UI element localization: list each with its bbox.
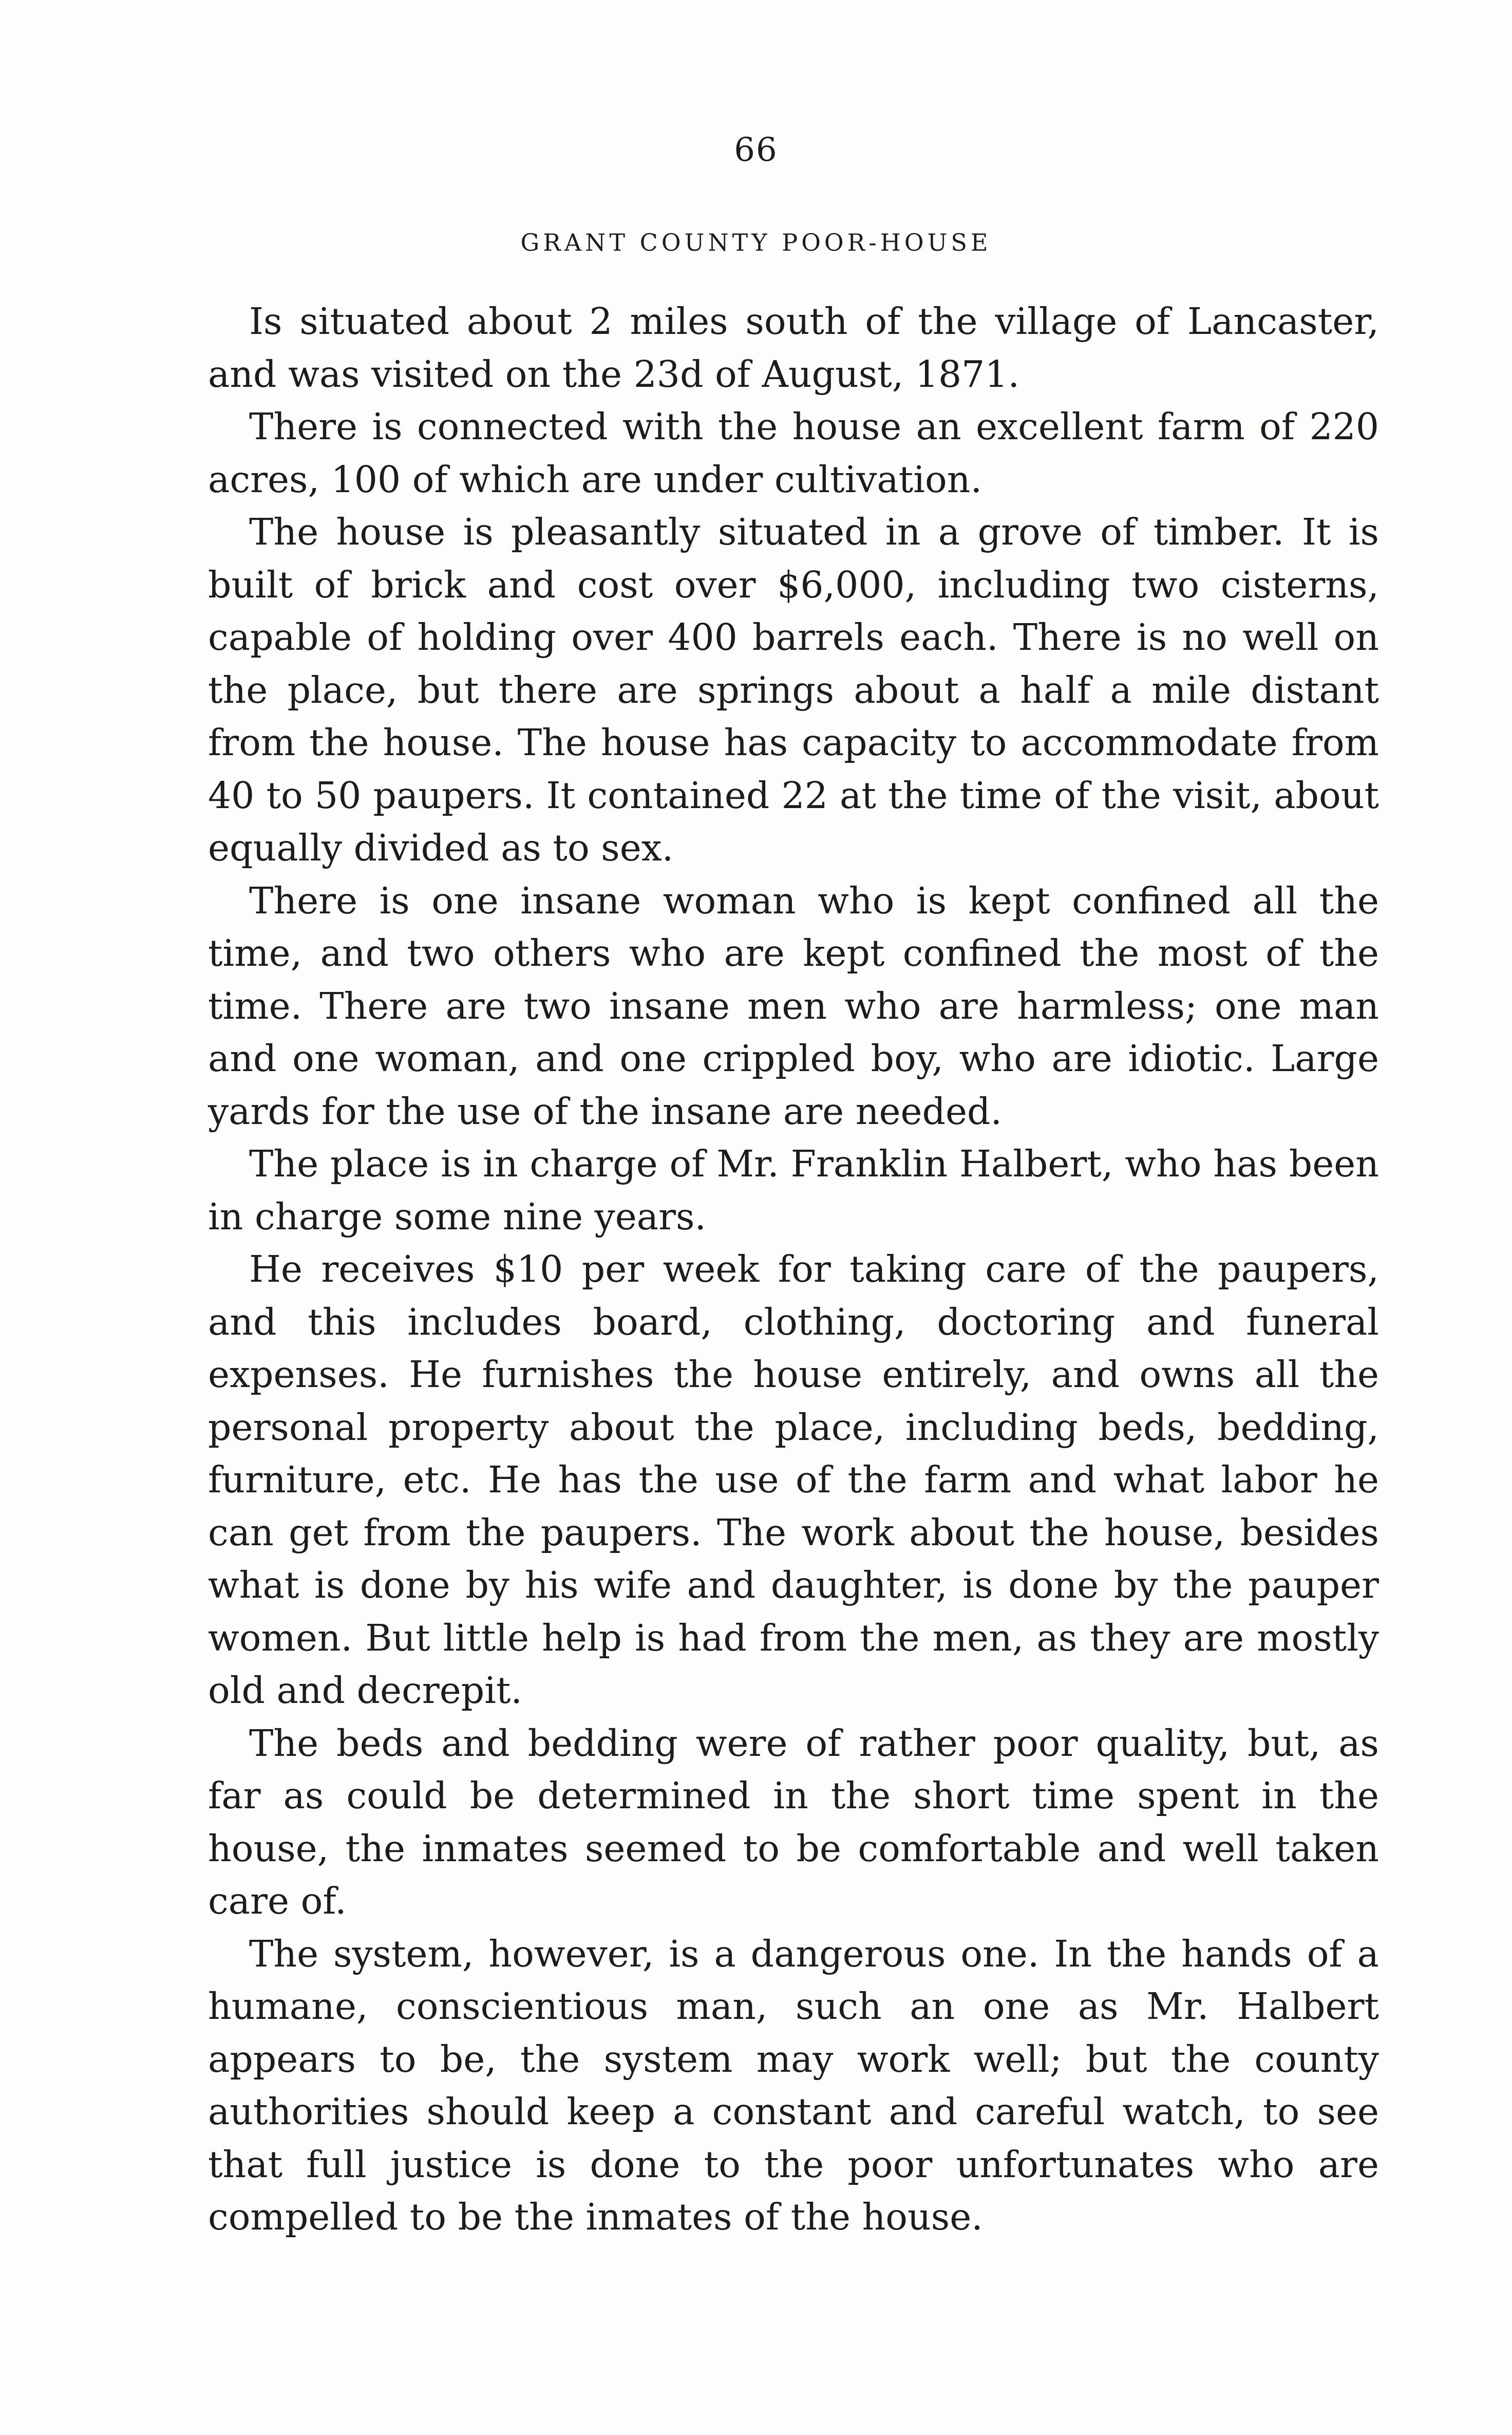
paragraph-7: The beds and bedding were of rather poor quality, but, as far as could be determined in the short time spent in the house, the inmates seemed to be comfortable and well taken care of.	[208, 1721, 1379, 1922]
paragraph-2: There is connected with the house an excellent farm of 220 acres, 100 of which are under cultivation.	[208, 405, 1379, 501]
paragraph-1: Is situated about 2 miles south of the village of Lancaster, and was visited on the 23d of August, 1871.	[208, 300, 1379, 396]
paragraph-5: The place is in charge of Mr. Franklin Halbert, who has been in charge some nine years.	[208, 1142, 1379, 1238]
paragraph-8: The system, however, is a dangerous one. In the hands of a humane, conscientious man, such an one as Mr. Halbert appears to be, the system may work well; but the county authorities should keep a constant and careful watch, to see that full justice is done to the poor unfortunates who are compelled to be the inmates of the house.	[208, 1932, 1379, 2238]
paragraph-4: There is one insane woman who is kept confined all the time, and two others who are kept confined the most of the time. There are two insane men who are harmless; one man and one woman, and one crippled boy, who are idiotic. Large yards for the use of the insane are needed.	[208, 879, 1379, 1133]
paragraph-6: He receives $10 per week for taking care of the paupers, and this includes board, clothing, doctoring and funeral expenses. He furnishes the house entirely, and owns all the personal property about the place, including beds, bedding, furniture, etc. He has the use of the farm and what labor he can get from the paupers. The work about the house, besides what is done by his wife and daughter, is done by the pauper women. But little help is had from the men, as they are mostly old and decrepit.	[208, 1248, 1379, 1712]
page-number: 66	[734, 131, 778, 169]
section-heading: GRANT COUNTY POOR-HOUSE	[520, 229, 992, 256]
paragraph-3: The house is pleasantly situated in a grove of timber. It is built of brick and cost over $6,000, including two cisterns, capable of holding over 400 barrels each. There is no well on the place, but there are springs about a half a mile distant from the house. The house has capacity to accommodate from 40 to 50 paupers. It contained 22 at the time of the visit, about equally divided as to sex.	[208, 511, 1379, 869]
body-text	[208, 295, 1379, 2244]
